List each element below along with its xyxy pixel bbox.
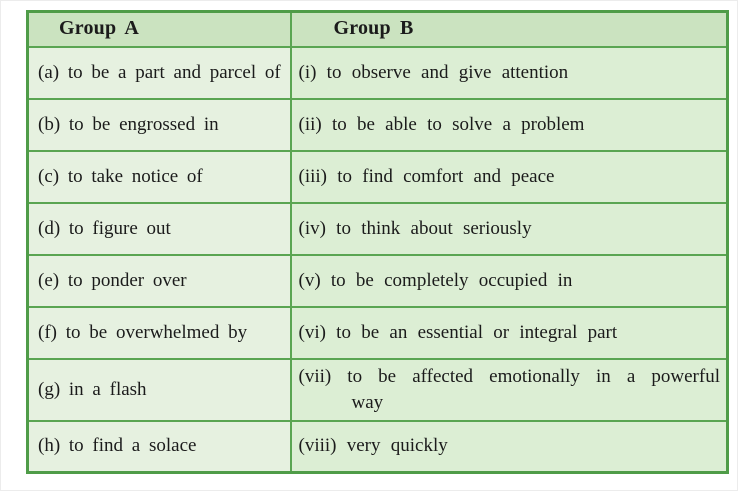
matching-table [26,10,729,474]
group-b-cell: (vii) to be affected emotionally in a powerful way [291,359,728,421]
table-row [28,421,728,473]
group-b-cell: (ii) to be able to solve a problem [291,99,728,151]
table-row [28,99,728,151]
group-b-cell: (iii) to find comfort and peace [291,151,728,203]
group-b-header: Group B [291,12,728,47]
group-a-cell: (a) to be a part and parcel of [28,47,291,99]
table-row [28,47,728,99]
table-row [28,255,728,307]
group-a-cell: (b) to be engrossed in [28,99,291,151]
header-row [28,12,728,47]
group-b-cell: (vi) to be an essential or integral part [291,307,728,359]
group-a-cell: (e) to ponder over [28,255,291,307]
group-a-cell: (d) to figure out [28,203,291,255]
group-a-cell: (h) to find a solace [28,421,291,473]
table-row [28,203,728,255]
group-a-header: Group A [28,12,291,47]
group-b-cell: (v) to be completely occupied in [291,255,728,307]
group-a-cell: (f) to be overwhelmed by [28,307,291,359]
group-b-cell: (iv) to think about seriously [291,203,728,255]
group-b-cell: (viii) very quickly [291,421,728,473]
group-b-cell: (i) to observe and give attention [291,47,728,99]
group-a-cell: (g) in a flash [28,359,291,421]
group-a-cell: (c) to take notice of [28,151,291,203]
table-row [28,151,728,203]
table-row [28,307,728,359]
table-row [28,359,728,421]
